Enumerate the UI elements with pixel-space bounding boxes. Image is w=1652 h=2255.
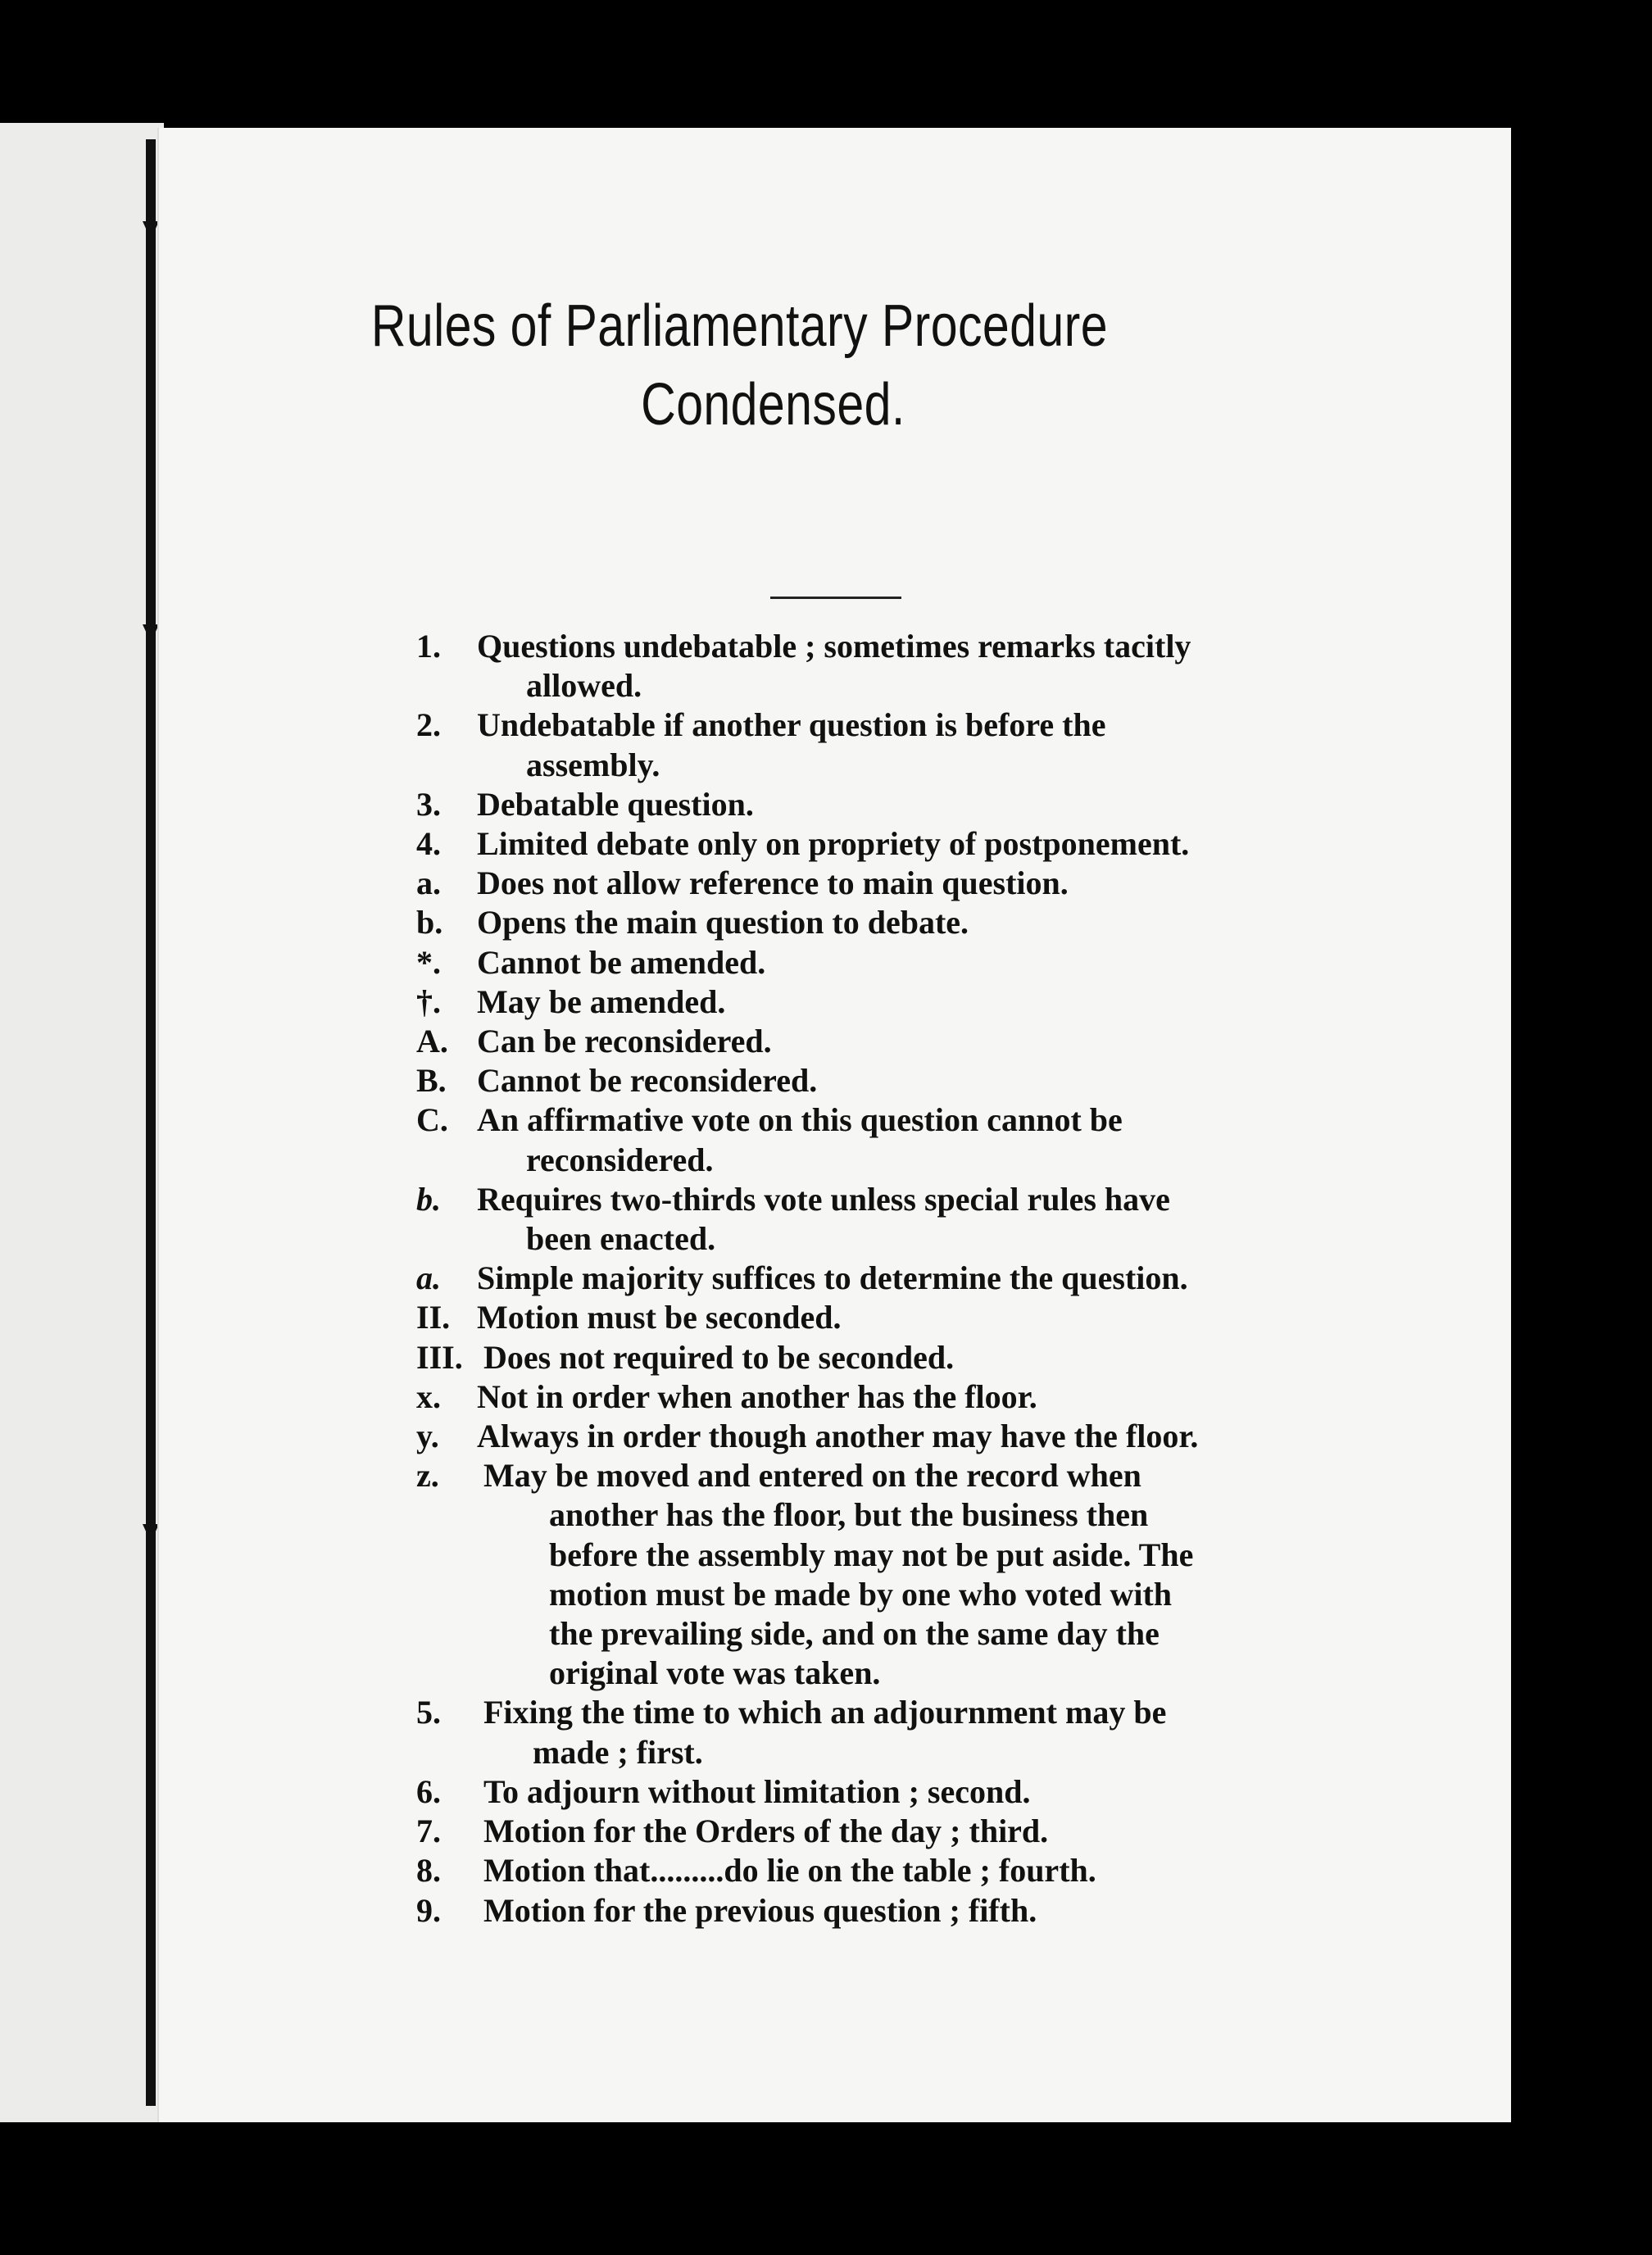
list-item <box>416 1100 1334 1179</box>
list-item <box>416 1259 1334 1298</box>
item-marker: 8. <box>416 1852 441 1890</box>
item-marker: C. <box>416 1101 448 1139</box>
title-line-2: Condensed. <box>641 372 905 438</box>
item-text: May be moved and entered on the record when <box>483 1457 1141 1495</box>
list-item <box>416 1298 1334 1337</box>
item-text: Debatable question. <box>477 785 754 823</box>
item-text: Motion must be seconded. <box>477 1299 842 1336</box>
item-text-continuation: the prevailing side, and on the same day the <box>549 1615 1160 1653</box>
item-marker: a. <box>416 1259 441 1297</box>
item-text: May be amended. <box>477 982 726 1020</box>
page-title <box>0 287 1385 444</box>
list-item <box>416 982 1334 1022</box>
item-text: Simple majority suffices to determine the question. <box>477 1259 1188 1297</box>
item-marker: 3. <box>416 785 441 823</box>
list-item <box>416 1772 1334 1812</box>
item-text-continuation: been enacted. <box>526 1220 716 1258</box>
item-text-continuation: allowed. <box>526 667 642 705</box>
item-marker: b. <box>416 1180 441 1218</box>
list-item <box>416 943 1334 982</box>
item-text: Limited debate only on propriety of postponement. <box>477 825 1190 863</box>
item-marker: B. <box>416 1062 447 1100</box>
item-marker: †. <box>416 982 441 1020</box>
list-item <box>416 864 1334 903</box>
item-marker: b. <box>416 904 443 941</box>
list-item <box>416 1180 1334 1259</box>
item-marker: 9. <box>416 1891 441 1929</box>
item-text-continuation: reconsidered. <box>526 1141 714 1178</box>
item-text-continuation: assembly. <box>526 746 660 783</box>
item-marker: 6. <box>416 1772 441 1810</box>
list-item <box>416 1693 1334 1772</box>
rules-list <box>416 627 1334 1931</box>
list-item <box>416 903 1334 942</box>
list-item <box>416 1377 1334 1417</box>
spine-notch-middle <box>143 624 159 642</box>
list-item <box>416 1891 1334 1931</box>
item-marker: x. <box>416 1377 441 1415</box>
title-line-1: Rules of Parliamentary Procedure <box>370 293 1108 359</box>
item-text: Not in order when another has the floor. <box>477 1377 1037 1415</box>
item-text: Does not allow reference to main question. <box>477 864 1069 902</box>
list-item <box>416 1417 1334 1456</box>
list-item <box>416 1338 1334 1377</box>
item-marker: a. <box>416 864 441 902</box>
item-marker: 4. <box>416 825 441 863</box>
item-text: Opens the main question to debate. <box>477 904 969 941</box>
item-text: Cannot be reconsidered. <box>477 1062 818 1100</box>
item-text: Undebatable if another question is before the <box>477 706 1106 744</box>
item-marker: II. <box>416 1299 451 1336</box>
list-item <box>416 1851 1334 1890</box>
item-marker: z. <box>416 1457 439 1495</box>
list-item <box>416 824 1334 864</box>
item-marker: A. <box>416 1023 448 1060</box>
list-item <box>416 1061 1334 1100</box>
list-item <box>416 627 1334 706</box>
item-marker: 2. <box>416 706 441 744</box>
item-text-continuation: motion must be made by one who voted with <box>549 1575 1173 1613</box>
item-marker: 7. <box>416 1813 441 1850</box>
item-text: Motion for the Orders of the day ; third. <box>483 1813 1049 1850</box>
list-item <box>416 1812 1334 1851</box>
item-text: Does not required to be seconded. <box>483 1338 955 1376</box>
item-text: Always in order though another may have the floor. <box>477 1418 1199 1455</box>
item-text: Motion for the previous question ; fifth. <box>483 1891 1037 1929</box>
item-text: Can be reconsidered. <box>477 1023 772 1060</box>
item-marker: III. <box>416 1338 463 1376</box>
list-item <box>416 785 1334 824</box>
item-marker: 5. <box>416 1694 441 1731</box>
item-text: An affirmative vote on this question cannot be <box>477 1101 1123 1139</box>
item-text: Cannot be amended. <box>477 943 766 981</box>
item-marker: *. <box>416 943 441 981</box>
item-text: Motion that.........do lie on the table ; fourth. <box>483 1852 1096 1890</box>
item-text: Requires two-thirds vote unless special rules have <box>477 1180 1170 1218</box>
item-text-continuation: another has the floor, but the business then <box>549 1496 1149 1534</box>
spine-notch-bottom <box>143 1524 159 1542</box>
item-text-continuation: original vote was taken. <box>549 1654 881 1692</box>
item-text-continuation: before the assembly may not be put aside. The <box>549 1536 1194 1573</box>
title-divider <box>770 597 901 599</box>
spine-notch-top <box>143 221 159 239</box>
item-marker: y. <box>416 1418 439 1455</box>
item-text: To adjourn without limitation ; second. <box>483 1772 1031 1810</box>
item-text: Questions undebatable ; sometimes remarks tacitly <box>477 628 1191 665</box>
list-item <box>416 1022 1334 1061</box>
list-item <box>416 706 1334 784</box>
item-marker: 1. <box>416 628 441 665</box>
item-text: Fixing the time to which an adjournment may be <box>483 1694 1167 1731</box>
list-item <box>416 1456 1334 1693</box>
item-text-continuation: made ; first. <box>533 1733 703 1771</box>
